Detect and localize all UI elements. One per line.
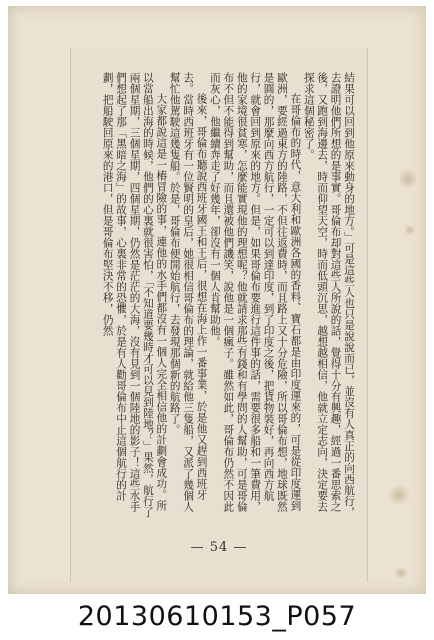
- page-number: — 54 —: [190, 540, 248, 555]
- paragraph: 後來，哥倫布聽說西班牙國王和王后，很想在海上作一番事業，於是他又趕到西班牙去。當時西班牙有一位賢明的皇后，她很相信哥倫布的理論，就給他三隻船，又派了幾個人幫忙他駕駛這幾隻船。於是，哥倫布便開始航行，去發現那個新的航路了。: [168, 72, 208, 512]
- scanned-sheet: [8, 6, 426, 594]
- paragraph: 結果可以回到他原來動身的地方。」可是這些人也只是說說而已，並沒有人真正的向西航行，去證明他們所想的是事實。哥倫布却對這些人所說的話，覺得十分有興趣，經過一番思索之後，又跑到海邊去，時而仰望天空，時而低頭沉思，越想越相信，他就立定志向，決定要去探求這個秘密了。: [302, 72, 355, 518]
- book-page: [70, 48, 368, 582]
- paragraph: 大家都說這是一樁冒險的事，連他的水手們都沒有一個人完全相信他的計劃會成功。所以當船出海的時候，他們的心裏就很害怕，「不知道要幾時才可以見到陸地？」果然，航行了兩個星期，三個星期，四個星期，仍然是茫茫的大海，沒有見到一個陸地的影子！這些水手們想起了那「黑暗之海」的故事，心裏非常的恐懼，於是有人勸哥倫布中止這個航行的計劃，把船駛回原來的港口，但是哥倫布堅決不移，仍然: [101, 72, 168, 518]
- foxing-stain: [388, 484, 410, 506]
- foxing-stain: [400, 166, 416, 192]
- foxing-stain: [394, 566, 408, 580]
- body-text: [83, 72, 355, 522]
- image-caption: 20130610153_P057: [77, 600, 357, 632]
- paragraph: 在哥倫布的時代，意大利和歐洲各國的香料、寶石都是由印度運來的，可是從印度運到歐洲，要經過東方的陸路，不但往返費時，而且路上又十分危險，所以哥倫布想，地球既然是圓的，那麼向西方航行，一定可以到達印度，到了印度之後，把貨物裝好，再向西方航行，就會回到原來的地方。但是，如果哥倫布要進行這件事的話，需要很多船和一筆費用，他的家境很貧寒，怎麼能實現他的理想呢？他就請求那些有錢和有學問的人幫助，可是哥倫布不但不能得到幫助，而且還被他們譏笑，說他是一個瘋子。雖然如此，哥倫布仍然不因此而灰心，他繼續奔走了好幾年，卻沒有一個人肯幫助他。: [208, 72, 302, 512]
- foxing-stain: [404, 224, 416, 236]
